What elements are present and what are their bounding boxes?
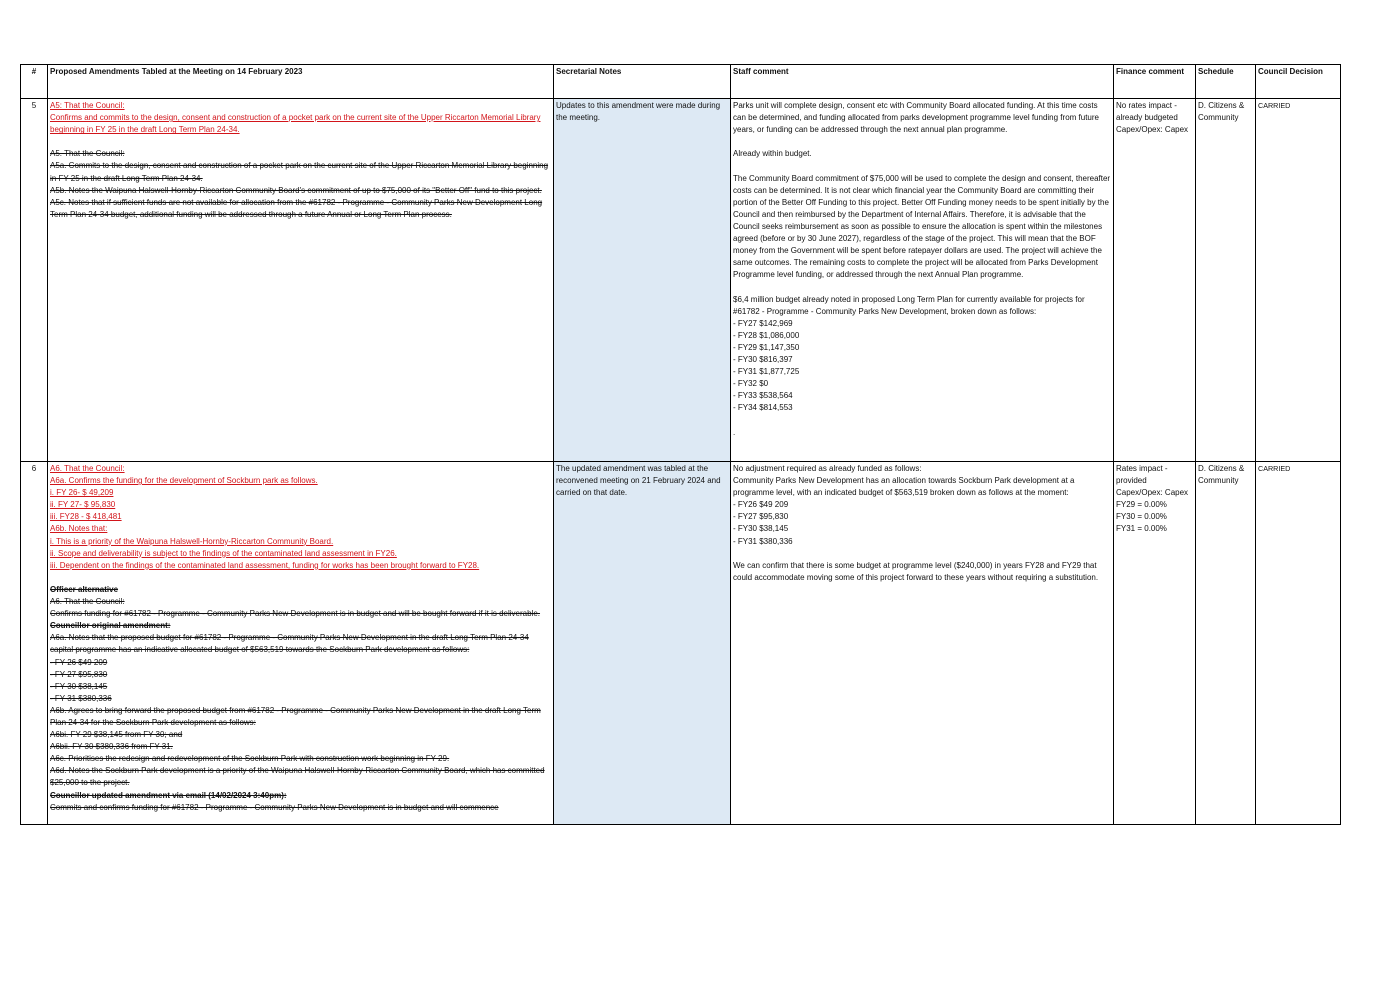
spacer — [733, 136, 1111, 148]
council-decision-cell: CARRIED — [1256, 99, 1341, 462]
text-line: A6c. Prioritises the redesign and redevelopment of the Sockburn Park with construction work beginning in FY 29. — [50, 754, 450, 764]
text-line: A5. That the Council: — [50, 149, 125, 159]
text-line: A6d. Notes the Sockburn Park development is a priority of the Waipuna Halswell-Hornby-Riccarton Community Board, which has committed $25,000 to the project. — [50, 766, 545, 788]
text-line: No adjustment required as already funded as follows: — [733, 464, 922, 473]
text-line: A5c. Notes that if sufficient funds are not available for allocation from the #61782 - Programme - Community Parks New Development Long Term Plan 24-34 budget, additional funding will be addressed through a future Annual or Long Term Plan process. — [50, 197, 543, 219]
secretarial-notes-cell: Updates to this amendment were made during the meeting. — [554, 99, 731, 462]
text-line: iii. Dependent on the findings of the contaminated land assessment, funding for works has been brought forward to FY28. — [50, 560, 480, 570]
text-line: FY31 = 0.00% — [1116, 524, 1167, 534]
text-line: A6. That the Council: — [50, 597, 125, 607]
text-line: Confirms and commits to the design, consent and construction of a pocket park on the current site of the Upper Riccarton Memorial Library beginning in FY 25 in the draft Long Term Plan 24-34. — [50, 113, 541, 135]
text-line: - FY33 $538,564 — [733, 391, 793, 401]
text-line: Parks unit will complete design, consent etc with Community Board allocated funding. At this time costs can be determined, and funding allocated from parks development programme level funding from future years, or funding can be addressed through the next annual plan programme. — [733, 101, 1099, 135]
text-line: . — [733, 427, 736, 437]
text-line: - FY 27 $95,830 — [50, 669, 108, 679]
text-line: A6bi. FY 29 $38,145 from FY 30; and — [50, 730, 183, 740]
text-line: - FY30 $816,397 — [733, 354, 793, 364]
header-number: # — [21, 65, 48, 99]
spacer — [733, 160, 1111, 172]
text-line: ii. Scope and deliverability is subject to the findings of the contaminated land assessment in FY26. — [50, 548, 397, 558]
text-line: Councillor updated amendment via email (14/02/2024 3:40pm): — [50, 790, 287, 800]
amendment-cell — [48, 99, 554, 462]
text-line: - FY31 $380,336 — [733, 536, 793, 546]
text-line: A6b. Agrees to bring forward the proposed budget from #61782 - Programme - Community Parks New Development in the draft Long Term Plan 24-34 for the Sockburn Park development as follows: — [50, 705, 541, 727]
text-line: FY29 = 0.00% — [1116, 500, 1167, 510]
text-line: A5a. Commits to the design, consent and construction of a pocket park on the current site of the Upper Riccarton Memorial Library beginning in FY 25 in the draft Long Term Plan 24-34. — [50, 161, 549, 183]
text-line: ii. FY 27- $ 95,830 — [50, 500, 116, 510]
spacer — [733, 548, 1111, 560]
amendments-table — [20, 64, 1341, 825]
text-line: A6a. Confirms the funding for the development of Sockburn park as follows. — [50, 476, 318, 486]
text-line: A6bii. FY 30 $380,336 from FY 31. — [50, 742, 173, 752]
table-header-row — [21, 65, 1341, 99]
spacer — [50, 136, 551, 148]
header-council-decision: Council Decision — [1256, 65, 1341, 99]
staff-comment-cell — [731, 462, 1114, 825]
text-line: Commits and confirms funding for #61782 - Programme - Community Parks New Development is in budget and will commence — [50, 802, 499, 812]
schedule-cell: D. Citizens & Community — [1196, 462, 1256, 825]
text-line: Officer alternative — [50, 584, 119, 594]
text-line: - FY 26 $49 209 — [50, 657, 108, 667]
text-line: i. FY 26- $ 49,209 — [50, 488, 114, 498]
text-line: A5: That the Council: — [50, 101, 125, 110]
text-line: - FY28 $1,086,000 — [733, 330, 800, 340]
text-line: Confirms funding for #61782 - Programme - Community Parks New Development is in budget and will be bought forward if it is deliverable. — [50, 609, 541, 619]
text-line: - FY29 $1,147,350 — [733, 342, 800, 352]
text-line: - FY34 $814,553 — [733, 403, 793, 413]
text-line: Capex/Opex: Capex — [1116, 488, 1189, 498]
staff-comment-cell — [731, 99, 1114, 462]
text-line: We can confirm that there is some budget at programme level ($240,000) in years FY28 and FY29 that could accommodate moving some of this project forward to these years without requiring a substitution. — [733, 560, 1099, 582]
text-line: No rates impact - already budgeted Capex/Opex: Capex — [1116, 101, 1189, 135]
spacer — [733, 281, 1111, 293]
header-staff-comment: Staff comment — [731, 65, 1114, 99]
row-number: 6 — [21, 462, 48, 825]
text-line: - FY31 $1,877,725 — [733, 367, 800, 377]
text-line: - FY26 $49 209 — [733, 500, 789, 510]
schedule-cell: D. Citizens & Community — [1196, 99, 1256, 462]
spacer — [733, 414, 1111, 426]
text-line: The Community Board commitment of $75,000 will be used to complete the design and consent, thereafter costs can be determined. It is not clear which financial year the Community Board are committing their portion of the Better Off Funding to this project. Better Off Funding money needs to be spent initially by the Council and then reimbursed by the Department of Internal Affairs. Therefore, it is advisable that the Council seeks reimbursement as soon as possible to ensure the allocation is spent within the milestones agreed (before or by 30 June 2027), regardless of the stage of the project. This will mean that the BOF money from the Government will be spent before ratepayer dollars are used. The project will achieve the same outcomes. The remaining costs to complete the project will be allocated from Parks Development Programme level funding, or addressed through the next Annual Plan programme. — [733, 173, 1111, 280]
text-line: Already within budget. — [733, 149, 812, 159]
text-line: i. This is a priority of the Waipuna Halswell-Hornby-Riccarton Community Board. — [50, 536, 334, 546]
text-line: - FY27 $95,830 — [733, 512, 789, 522]
text-line: - FY 30 $38,145 — [50, 681, 108, 691]
text-line: - FY30 $38,145 — [733, 524, 789, 534]
text-line: Councillor original amendment: — [50, 621, 171, 631]
amendment-cell — [48, 462, 554, 825]
header-finance-comment: Finance comment — [1114, 65, 1196, 99]
row-number: 5 — [21, 99, 48, 462]
header-proposed-amendments: Proposed Amendments Tabled at the Meeting on 14 February 2023 — [48, 65, 554, 99]
finance-comment-cell — [1114, 99, 1196, 462]
finance-comment-cell — [1114, 462, 1196, 825]
header-secretarial-notes: Secretarial Notes — [554, 65, 731, 99]
text-line: Rates impact - provided — [1116, 464, 1168, 486]
header-schedule: Schedule — [1196, 65, 1256, 99]
table-row — [21, 462, 1341, 825]
text-line: - FY27 $142,969 — [733, 318, 793, 328]
spacer — [50, 572, 551, 584]
text-line: FY30 = 0.00% — [1116, 512, 1167, 522]
text-line: A6a. Notes that the proposed budget for #61782 - Programme - Community Parks New Development in the draft Long Term Plan 24-34 capital programme has an indicative allocated budget of $563,519 towards the Sockburn Park development as follows: — [50, 633, 529, 655]
text-line: - FY32 $0 — [733, 379, 769, 389]
secretarial-notes-cell: The updated amendment was tabled at the reconvened meeting on 21 February 2024 and carried on that date. — [554, 462, 731, 825]
text-line: A6b. Notes that: — [50, 524, 108, 534]
table-row — [21, 99, 1341, 462]
text-line: A5b. Notes the Waipuna Halswell-Hornby-Riccarton Community Board's commitment of up to $75,000 of its "Better Off" fund to this project. — [50, 185, 542, 195]
text-line: A6. That the Council: — [50, 464, 125, 473]
text-line: - FY 31 $380,336 — [50, 693, 112, 703]
council-decision-cell: CARRIED — [1256, 462, 1341, 825]
text-line: iii. FY28 - $ 418,481 — [50, 512, 122, 522]
text-line: Community Parks New Development has an allocation towards Sockburn Park development at a programme level, with an indicated budget of $563,519 broken down as follows at the moment: — [733, 476, 1075, 498]
text-line: $6,4 million budget already noted in proposed Long Term Plan for currently available for projects for #61782 - Programme - Community Parks New Development, broken down as follows: — [733, 294, 1085, 316]
